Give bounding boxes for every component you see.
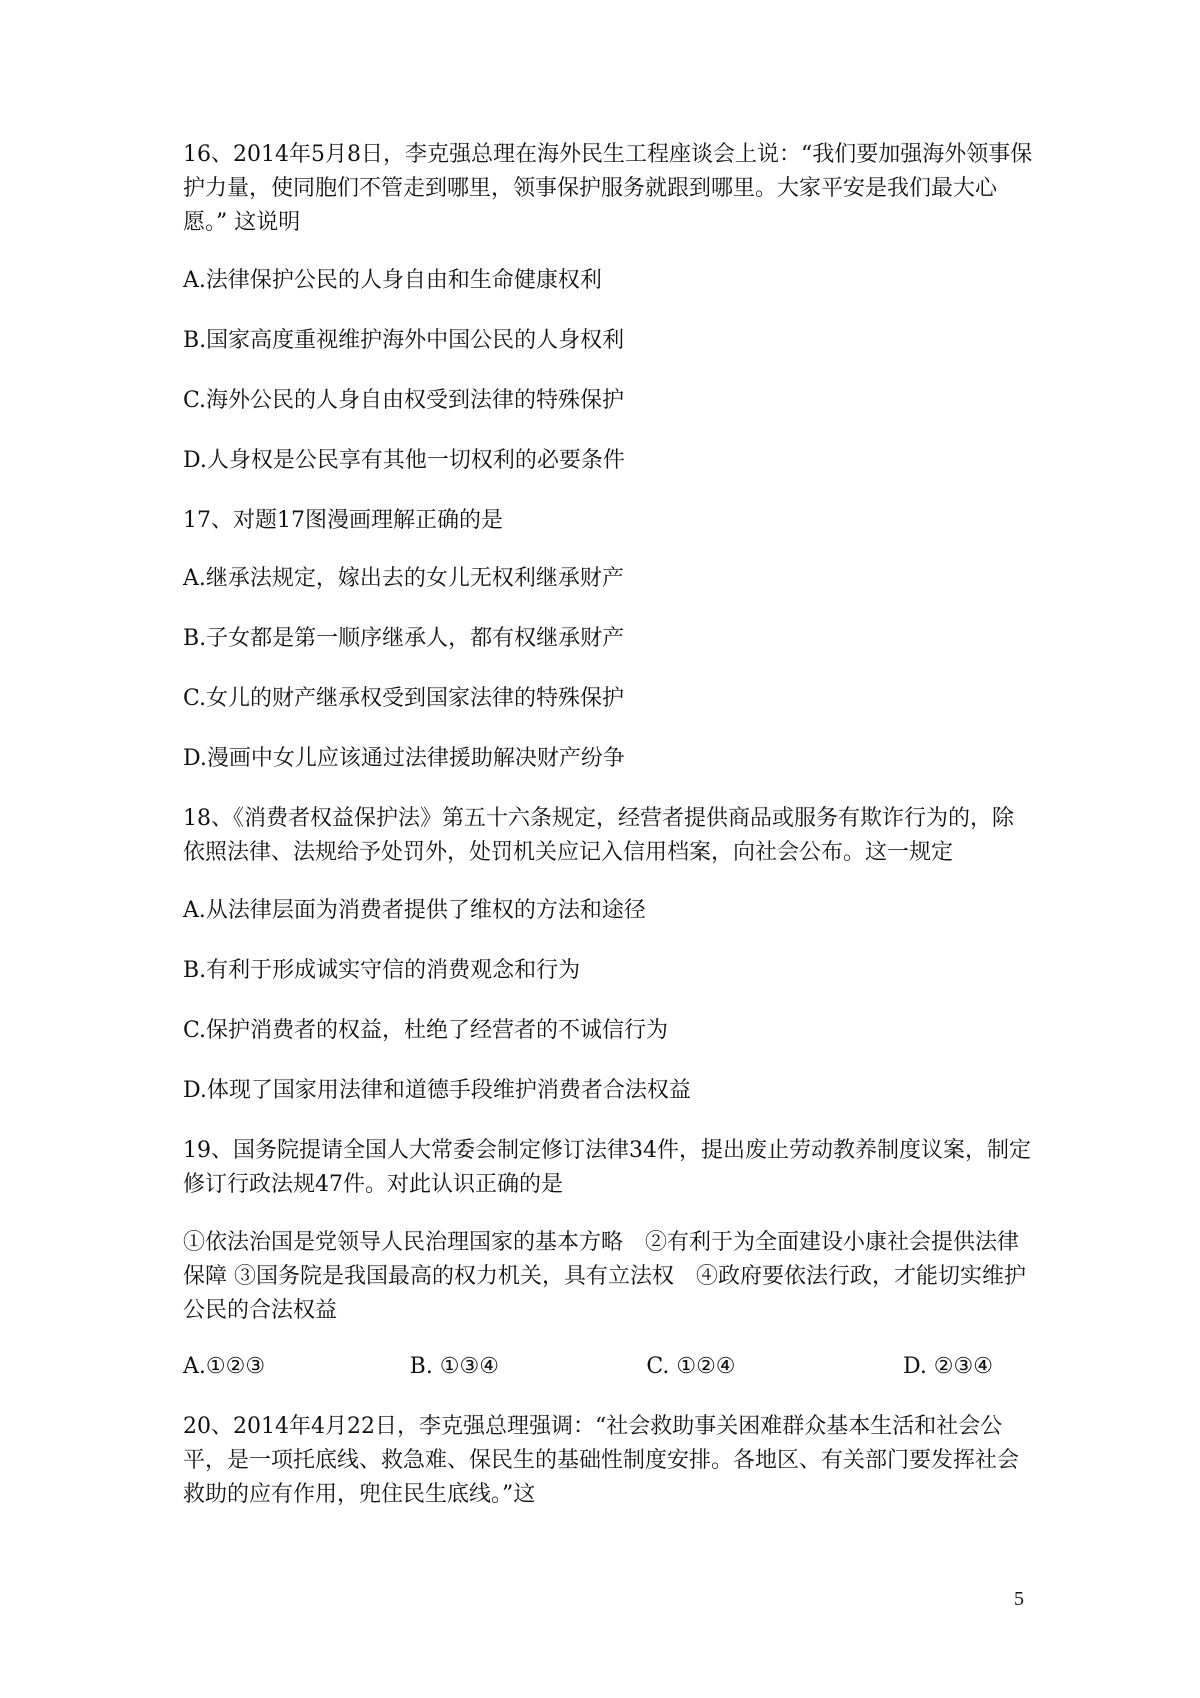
question-17-option-b: B.子女都是第一顺序继承人，都有权继承财产	[183, 626, 625, 651]
question-16-option-c: C.海外公民的人身自由权受到法律的特殊保护	[183, 388, 625, 413]
question-17-option-c: C.女儿的财产继承权受到国家法律的特殊保护	[183, 686, 625, 711]
question-17-stem: 17、对题17图漫画理解正确的是	[183, 508, 503, 533]
question-19-statements: ①依法治国是党领导人民治理国家的基本方略 ②有利于为全面建设小康社会提供法律保障 ③国务院是我国最高的权力机关，具有立法权 ④政府要依法行政，才能切实维护公民的合法权益	[183, 1230, 1026, 1323]
question-19-choices	[183, 1350, 1033, 1384]
question-20-stem: 20、2014年4月22日，李克强总理强调：“社会救助事关困难群众基本生活和社会公平，是一项托底线、救急难、保民生的基础性制度安排。各地区、有关部门要发挥社会救助的应有作用，兜住民生底线。”这	[183, 1414, 1020, 1507]
page-content	[183, 138, 1033, 1536]
question-19-stem: 19、国务院提请全国人大常委会制定修订法律34件，提出废止劳动教养制度议案，制定修订行政法规47件。对此认识正确的是	[183, 1138, 1031, 1197]
question-19-choice-a: A.①②③	[183, 1354, 266, 1379]
question-19-choice-d: D. ②③④	[902, 1354, 993, 1379]
question-16-option-a: A.法律保护公民的人身自由和生命健康权利	[183, 268, 602, 293]
question-18-stem: 18、《消费者权益保护法》第五十六条规定，经营者提供商品或服务有欺诈行为的，除依照法律、法规给予处罚外，处罚机关应记入信用档案，向社会公布。这一规定	[183, 806, 1014, 865]
question-17-option-d: D.漫画中女儿应该通过法律援助解决财产纷争	[183, 746, 625, 771]
question-19-choice-c: C. ①②④	[646, 1354, 736, 1379]
question-18-option-d: D.体现了国家用法律和道德手段维护消费者合法权益	[183, 1078, 691, 1103]
question-18-option-a: A.从法律层面为消费者提供了维权的方法和途径	[183, 898, 646, 923]
question-18-option-c: C.保护消费者的权益，杜绝了经营者的不诚信行为	[183, 1018, 669, 1043]
question-17-option-a: A.继承法规定，嫁出去的女儿无权利继承财产	[183, 566, 624, 591]
question-16-stem: 16、2014年5月8日，李克强总理在海外民生工程座谈会上说：“我们要加强海外领事保护力量，使同胞们不管走到哪里，领事保护服务就跟到哪里。大家平安是我们最大心愿。” 这说明	[183, 142, 1033, 235]
question-16-option-d: D.人身权是公民享有其他一切权利的必要条件	[183, 448, 625, 473]
question-19-choice-b: B. ①③④	[409, 1354, 499, 1379]
question-18-option-b: B.有利于形成诚实守信的消费观念和行为	[183, 958, 581, 983]
question-16-option-b: B.国家高度重视维护海外中国公民的人身权利	[183, 328, 625, 353]
page-number: 5	[1014, 1588, 1024, 1610]
